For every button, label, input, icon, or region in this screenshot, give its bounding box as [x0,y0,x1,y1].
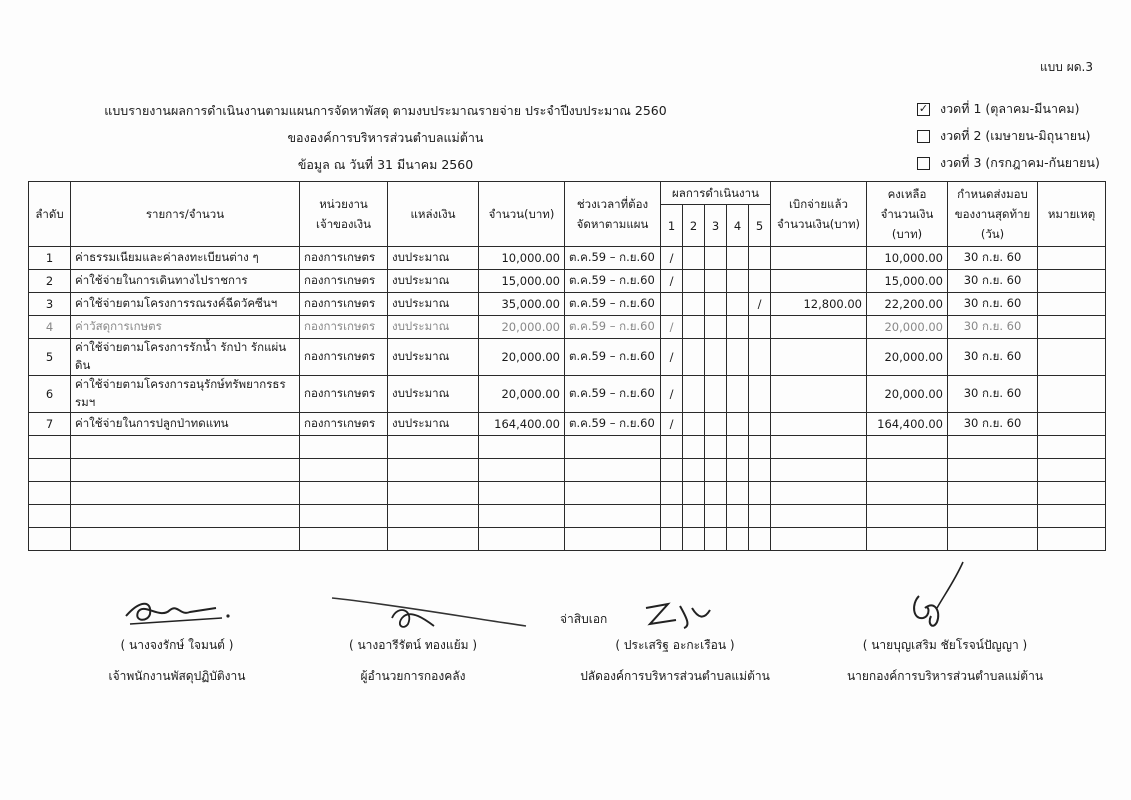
empty-cell [479,482,565,505]
cell-deadline: 30 ก.ย. 60 [948,316,1038,339]
empty-cell [771,459,867,482]
period-label: งวดที่ 3 (กรกฎาคม-กันยายน) [940,155,1100,170]
cell-period: ต.ค.59 – ก.ย.60 [565,376,661,413]
cell-no: 5 [29,339,71,376]
checkbox-empty-icon[interactable] [917,130,930,143]
empty-cell [771,436,867,459]
cell-result-mark [727,376,749,413]
cell-result-mark [749,339,771,376]
header-unit: หน่วยงาน เจ้าของเงิน [300,182,388,247]
header-no: ลำดับ [29,182,71,247]
empty-cell [661,459,683,482]
signer-position: ผู้อำนวยการกองคลัง [360,669,466,683]
empty-cell [771,528,867,551]
empty-cell [661,528,683,551]
empty-table-row [29,436,1106,459]
cell-item: ค่าวัสดุการเกษตร [71,316,300,339]
cell-amount: 20,000.00 [479,376,565,413]
cell-result-mark [749,270,771,293]
cell-note [1038,339,1106,376]
empty-cell [948,528,1038,551]
cell-remaining: 15,000.00 [867,270,948,293]
checkbox-checked-icon[interactable]: ✓ [918,101,929,115]
cell-source: งบประมาณ [388,376,479,413]
signer-name: ( ประเสริฐ อะกะเรือน ) [615,638,735,652]
checkbox-empty-icon[interactable] [917,157,930,170]
cell-result-mark [683,247,705,270]
header-source: แหล่งเงิน [388,182,479,247]
header-paid: เบิกจ่ายแล้ว จำนวนเงิน(บาท) [771,182,867,247]
cell-result-mark: / [661,413,683,436]
empty-cell [388,436,479,459]
empty-cell [479,528,565,551]
cell-no: 6 [29,376,71,413]
empty-cell [749,436,771,459]
header-result-col: 5 [749,205,771,247]
empty-cell [29,436,71,459]
cell-source: งบประมาณ [388,247,479,270]
cell-remaining: 20,000.00 [867,316,948,339]
procurement-report-table [28,181,1106,551]
empty-cell [727,459,749,482]
cell-remaining: 20,000.00 [867,376,948,413]
signature-mark-3 [640,598,720,632]
cell-amount: 20,000.00 [479,339,565,376]
empty-cell [1038,459,1106,482]
empty-cell [705,528,727,551]
empty-cell [727,505,749,528]
period-label: งวดที่ 2 (เมษายน-มิถุนายน) [940,128,1091,143]
cell-result-mark [727,339,749,376]
cell-paid [771,270,867,293]
header-result-col: 1 [661,205,683,247]
empty-cell [705,436,727,459]
signature-block-1 [92,636,262,686]
empty-cell [565,528,661,551]
empty-cell [565,482,661,505]
cell-result-mark [683,270,705,293]
cell-paid [771,413,867,436]
empty-cell [867,482,948,505]
cell-amount: 10,000.00 [479,247,565,270]
cell-amount: 164,400.00 [479,413,565,436]
cell-amount: 15,000.00 [479,270,565,293]
cell-paid: 12,800.00 [771,293,867,316]
empty-cell [71,459,300,482]
empty-cell [771,482,867,505]
signature-mark-1 [120,596,240,630]
cell-result-mark [749,413,771,436]
organization-name: ขององค์การบริหารส่วนตำบลแม่ต้าน [287,130,484,145]
cell-source: งบประมาณ [388,270,479,293]
empty-cell [867,436,948,459]
signer-position: เจ้าพนักงานพัสดุปฏิบัติงาน [108,669,246,683]
cell-result-mark [727,413,749,436]
empty-cell [661,436,683,459]
empty-cell [948,505,1038,528]
cell-result-mark [749,247,771,270]
cell-deadline: 30 ก.ย. 60 [948,270,1038,293]
table-row [29,316,1106,339]
cell-paid [771,339,867,376]
cell-note [1038,316,1106,339]
signature-mark-2 [330,596,530,632]
cell-result-mark: / [749,293,771,316]
cell-result-mark: / [661,376,683,413]
empty-cell [565,436,661,459]
empty-cell [683,505,705,528]
empty-cell [705,482,727,505]
form-code: แบบ ผด.3 [1039,60,1093,74]
cell-period: ต.ค.59 – ก.ย.60 [565,413,661,436]
cell-result-mark [705,316,727,339]
empty-cell [749,482,771,505]
cell-result-mark [683,413,705,436]
cell-result-mark [749,376,771,413]
cell-no: 1 [29,247,71,270]
cell-result-mark [727,293,749,316]
signer-position: นายกองค์การบริหารส่วนตำบลแม่ต้าน [846,669,1044,683]
cell-result-mark [727,270,749,293]
empty-cell [683,436,705,459]
empty-cell [1038,482,1106,505]
cell-period: ต.ค.59 – ก.ย.60 [565,316,661,339]
cell-period: ต.ค.59 – ก.ย.60 [565,270,661,293]
empty-cell [388,505,479,528]
table-row [29,247,1106,270]
cell-result-mark [705,413,727,436]
empty-cell [661,505,683,528]
empty-table-row [29,505,1106,528]
cell-result-mark [705,376,727,413]
cell-remaining: 20,000.00 [867,339,948,376]
cell-item: ค่าใช้จ่ายตามโครงการรณรงค์ฉีดวัคซีนฯ [71,293,300,316]
empty-cell [867,528,948,551]
empty-cell [300,482,388,505]
cell-result-mark [705,293,727,316]
cell-unit: กองการเกษตร [300,376,388,413]
empty-cell [71,482,300,505]
empty-cell [771,505,867,528]
cell-note [1038,376,1106,413]
empty-cell [749,459,771,482]
empty-cell [661,482,683,505]
cell-source: งบประมาณ [388,413,479,436]
empty-cell [948,436,1038,459]
table-row [29,339,1106,376]
header-amount: จำนวน(บาท) [479,182,565,247]
cell-unit: กองการเกษตร [300,413,388,436]
cell-unit: กองการเกษตร [300,293,388,316]
cell-note [1038,247,1106,270]
signature-block-4 [830,636,1060,686]
table-row [29,376,1106,413]
empty-cell [683,482,705,505]
signer-prefix: จ่าสิบเอก [560,612,608,626]
cell-period: ต.ค.59 – ก.ย.60 [565,293,661,316]
cell-result-mark [683,339,705,376]
cell-item: ค่าใช้จ่ายตามโครงการอนุรักษ์ทรัพยากรธรรมฯ [71,376,300,413]
empty-cell [300,505,388,528]
signer-name: ( นางอารีรัตน์ ทองแย้ม ) [348,638,478,652]
empty-cell [683,459,705,482]
empty-cell [29,482,71,505]
empty-cell [479,436,565,459]
cell-note [1038,413,1106,436]
cell-result-mark [683,376,705,413]
header-result-col: 4 [727,205,749,247]
empty-cell [388,459,479,482]
cell-deadline: 30 ก.ย. 60 [948,413,1038,436]
cell-result-mark [727,247,749,270]
cell-paid [771,316,867,339]
header-item: รายการ/จำนวน [71,182,300,247]
header-period: ช่วงเวลาที่ต้อง จัดหาตามแผน [565,182,661,247]
empty-table-row [29,482,1106,505]
cell-unit: กองการเกษตร [300,270,388,293]
cell-amount: 35,000.00 [479,293,565,316]
empty-cell [565,459,661,482]
cell-amount: 20,000.00 [479,316,565,339]
cell-unit: กองการเกษตร [300,247,388,270]
cell-period: ต.ค.59 – ก.ย.60 [565,339,661,376]
empty-table-row [29,528,1106,551]
cell-result-mark: / [661,247,683,270]
cell-remaining: 22,200.00 [867,293,948,316]
signature-block-2 [318,636,508,686]
cell-no: 2 [29,270,71,293]
cell-result-mark [705,270,727,293]
empty-cell [867,505,948,528]
empty-cell [71,436,300,459]
cell-no: 4 [29,316,71,339]
table-row [29,293,1106,316]
empty-cell [71,528,300,551]
empty-cell [29,505,71,528]
cell-result-mark: / [661,316,683,339]
empty-cell [727,482,749,505]
cell-deadline: 30 ก.ย. 60 [948,247,1038,270]
empty-cell [1038,436,1106,459]
cell-result-mark [705,339,727,376]
empty-cell [29,459,71,482]
cell-deadline: 30 ก.ย. 60 [948,293,1038,316]
empty-cell [749,505,771,528]
empty-cell [300,436,388,459]
cell-item: ค่าใช้จ่ายในการเดินทางไปราชการ [71,270,300,293]
cell-result-mark [727,316,749,339]
cell-period: ต.ค.59 – ก.ย.60 [565,247,661,270]
cell-remaining: 164,400.00 [867,413,948,436]
cell-result-mark [749,316,771,339]
empty-cell [727,528,749,551]
empty-cell [727,436,749,459]
empty-cell [300,528,388,551]
empty-cell [388,482,479,505]
cell-note [1038,293,1106,316]
cell-result-mark [683,316,705,339]
cell-deadline: 30 ก.ย. 60 [948,376,1038,413]
empty-cell [683,528,705,551]
period-option-1[interactable] [917,99,1079,119]
empty-cell [1038,505,1106,528]
header-result: ผลการดำเนินงาน [661,182,771,205]
cell-source: งบประมาณ [388,339,479,376]
empty-cell [705,505,727,528]
empty-cell [29,528,71,551]
cell-paid [771,247,867,270]
empty-cell [479,505,565,528]
header-deadline: กำหนดส่งมอบ ของงานสุดท้าย (วัน) [948,182,1038,247]
empty-cell [388,528,479,551]
cell-result-mark [683,293,705,316]
header-result-col: 3 [705,205,727,247]
cell-result-mark: / [661,270,683,293]
empty-cell [705,459,727,482]
signature-mark-4 [905,560,975,632]
cell-result-mark [661,293,683,316]
empty-cell [867,459,948,482]
cell-no: 3 [29,293,71,316]
empty-cell [71,505,300,528]
cell-paid [771,376,867,413]
signer-name: ( นางจงรักษ์ ใจมนต์ ) [120,638,234,652]
cell-item: ค่าธรรมเนียมและค่าลงทะเบียนต่าง ๆ [71,247,300,270]
cell-result-mark: / [661,339,683,376]
cell-result-mark [705,247,727,270]
header-note: หมายเหตุ [1038,182,1106,247]
cell-remaining: 10,000.00 [867,247,948,270]
cell-item: ค่าใช้จ่ายตามโครงการรักน้ำ รักป่า รักแผ่นดิน [71,339,300,376]
empty-cell [479,459,565,482]
cell-source: งบประมาณ [388,316,479,339]
signer-position: ปลัดองค์การบริหารส่วนตำบลแม่ต้าน [580,669,770,683]
cell-item: ค่าใช้จ่ายในการปลูกป่าทดแทน [71,413,300,436]
cell-deadline: 30 ก.ย. 60 [948,339,1038,376]
table-row [29,270,1106,293]
cell-source: งบประมาณ [388,293,479,316]
empty-cell [300,459,388,482]
period-option-2[interactable] [917,126,1091,146]
empty-cell [948,459,1038,482]
period-label: งวดที่ 1 (ตุลาคม-มีนาคม) [940,101,1080,116]
header-result-col: 2 [683,205,705,247]
empty-table-row [29,459,1106,482]
empty-cell [1038,528,1106,551]
period-option-3[interactable] [917,153,1100,173]
cell-unit: กองการเกษตร [300,339,388,376]
report-date: ข้อมูล ณ วันที่ 31 มีนาคม 2560 [297,157,474,172]
cell-unit: กองการเกษตร [300,316,388,339]
empty-cell [749,528,771,551]
cell-note [1038,270,1106,293]
table-row [29,413,1106,436]
signer-name: ( นายบุญเสริม ชัยโรจน์ปัญญา ) [862,638,1028,652]
report-title: แบบรายงานผลการดำเนินงานตามแผนการจัดหาพัสดุ ตามงบประมาณรายจ่าย ประจำปีงบประมาณ 2560 [104,103,667,118]
cell-no: 7 [29,413,71,436]
header-remaining: คงเหลือ จำนวนเงิน (บาท) [867,182,948,247]
empty-cell [565,505,661,528]
empty-cell [948,482,1038,505]
signature-block-3 [570,636,780,686]
